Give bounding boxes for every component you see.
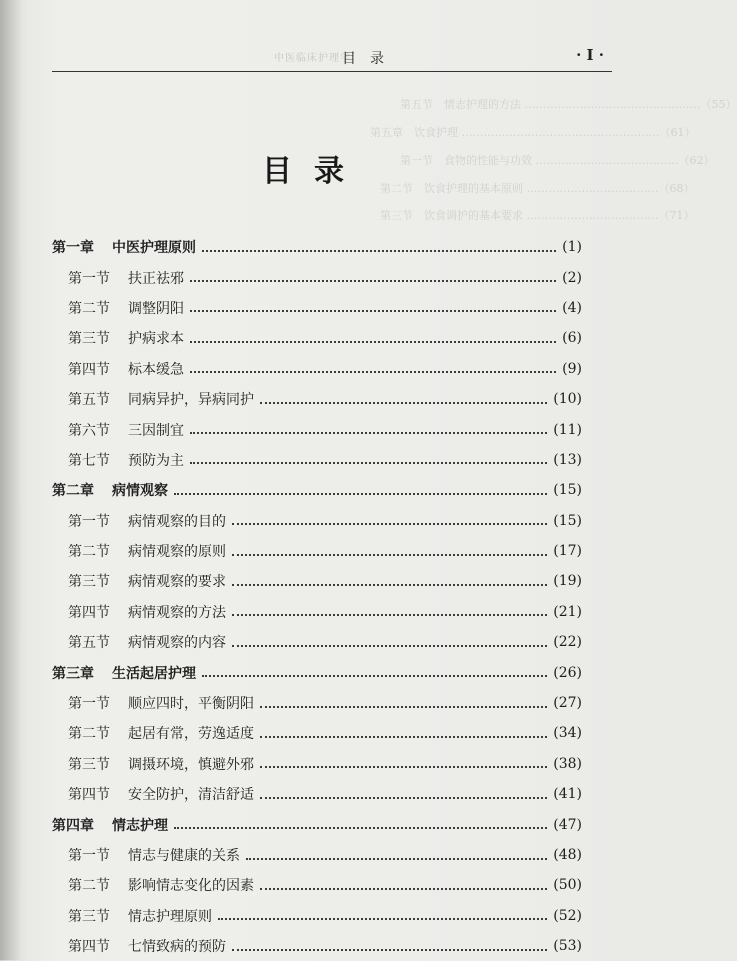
section-title: 安全防护，清洁舒适 xyxy=(128,787,254,804)
toc-chapter-row xyxy=(52,657,582,687)
page-reference: (19) xyxy=(553,573,582,590)
page-reference: (6) xyxy=(562,330,582,347)
toc-section-row xyxy=(52,293,582,323)
toc-section-row xyxy=(52,323,582,353)
bleed-through-line: 第五章 饮食护理 ………………………………………………（61） xyxy=(370,126,696,139)
chapter-title: 生活起居护理 xyxy=(112,665,196,682)
toc-section-row xyxy=(52,779,582,809)
dot-leader xyxy=(174,826,547,829)
section-number: 第四节 xyxy=(68,939,110,956)
chapter-number: 第四章 xyxy=(52,817,94,834)
dot-leader xyxy=(190,370,556,373)
page-title: 目录 xyxy=(262,154,366,189)
book-spine-shadow xyxy=(0,0,22,960)
toc-section-row xyxy=(52,506,582,536)
toc-section-row xyxy=(52,354,582,384)
dot-leader xyxy=(232,522,547,525)
dot-leader xyxy=(232,553,547,556)
toc-section-row xyxy=(52,749,582,779)
chapter-title: 情志护理 xyxy=(112,817,168,834)
section-title: 标本缓急 xyxy=(128,361,184,378)
section-number: 第一节 xyxy=(68,513,110,530)
toc-chapter-row xyxy=(52,232,582,262)
toc-section-row xyxy=(52,384,582,414)
page-reference: (41) xyxy=(553,786,582,803)
dot-leader xyxy=(190,431,547,434)
dot-leader xyxy=(202,674,547,677)
dot-leader xyxy=(260,796,547,799)
chapter-number: 第一章 xyxy=(52,240,94,257)
dot-leader xyxy=(202,249,556,252)
toc-section-row xyxy=(52,901,582,931)
dot-leader xyxy=(260,735,547,738)
dot-leader xyxy=(174,492,547,495)
page-reference: (38) xyxy=(553,755,582,772)
section-title: 同病异护，异病同护 xyxy=(128,392,254,409)
section-title: 病情观察的方法 xyxy=(128,604,226,621)
section-title: 病情观察的目的 xyxy=(128,513,226,530)
chapter-title: 中医护理原则 xyxy=(112,240,196,257)
dot-leader xyxy=(232,948,547,951)
section-number: 第四节 xyxy=(68,361,110,378)
page-reference: (15) xyxy=(553,512,582,529)
page-reference: (22) xyxy=(553,634,582,651)
page-reference: (26) xyxy=(553,664,582,681)
dot-leader xyxy=(190,340,556,343)
bleed-through-line: 第五节 情志护理的方法 …………………………………………（55） xyxy=(400,98,737,111)
section-number: 第二节 xyxy=(68,544,110,561)
header-title: 目录 xyxy=(342,51,398,67)
section-title: 调摄环境，慎避外邪 xyxy=(128,756,254,773)
toc-section-row xyxy=(52,414,582,444)
section-title: 起居有常，劳逸适度 xyxy=(128,726,254,743)
section-number: 第二节 xyxy=(68,300,110,317)
page-reference: (47) xyxy=(553,816,582,833)
dot-leader xyxy=(190,309,556,312)
section-title: 三因制宜 xyxy=(128,422,184,439)
header-rule xyxy=(52,71,612,72)
section-title: 病情观察的内容 xyxy=(128,635,226,652)
bleed-through-line: 第一节 食物的性能与功效 …………………………………（62） xyxy=(400,154,715,167)
section-title: 顺应四时，平衡阴阳 xyxy=(128,696,254,713)
section-number: 第三节 xyxy=(68,331,110,348)
dot-leader xyxy=(246,857,547,860)
dot-leader xyxy=(190,461,547,464)
page-reference: (17) xyxy=(553,543,582,560)
section-title: 扶正祛邪 xyxy=(128,270,184,287)
chapter-number: 第三章 xyxy=(52,665,94,682)
toc-section-row xyxy=(52,566,582,596)
section-number: 第五节 xyxy=(68,635,110,652)
dot-leader xyxy=(232,644,547,647)
section-title: 调整阴阳 xyxy=(128,300,184,317)
section-number: 第七节 xyxy=(68,452,110,469)
toc-section-row xyxy=(52,840,582,870)
page-reference: (52) xyxy=(553,907,582,924)
page-reference: (34) xyxy=(553,725,582,742)
section-title: 影响情志变化的因素 xyxy=(128,878,254,895)
section-title: 情志与健康的关系 xyxy=(128,848,240,864)
dot-leader xyxy=(190,279,556,282)
page-reference: (10) xyxy=(553,391,582,408)
page-reference: (27) xyxy=(553,695,582,712)
section-number: 第一节 xyxy=(68,848,110,864)
section-number: 第三节 xyxy=(68,756,110,773)
toc-section-row xyxy=(52,536,582,566)
toc-section-row xyxy=(52,627,582,657)
page-reference: (13) xyxy=(553,451,582,468)
toc-section-row xyxy=(52,445,582,475)
section-number: 第二节 xyxy=(68,878,110,895)
chapter-title: 病情观察 xyxy=(112,483,168,500)
toc-section-row xyxy=(52,870,582,900)
page-reference: (2) xyxy=(562,269,582,286)
section-title: 病情观察的要求 xyxy=(128,574,226,591)
bleed-through-line: 第二节 饮食护理的基本原则 ………………………………（68） xyxy=(380,182,695,195)
section-number: 第一节 xyxy=(68,270,110,287)
section-number: 第五节 xyxy=(68,392,110,409)
dot-leader xyxy=(218,917,547,920)
section-number: 第三节 xyxy=(68,574,110,591)
page-reference: (53) xyxy=(553,938,582,955)
section-number: 第二节 xyxy=(68,726,110,743)
section-number: 第一节 xyxy=(68,696,110,713)
dot-leader xyxy=(260,765,547,768)
section-title: 护病求本 xyxy=(128,331,184,348)
dot-leader xyxy=(232,613,547,616)
chapter-number: 第二章 xyxy=(52,483,94,500)
section-number: 第四节 xyxy=(68,787,110,804)
section-title: 病情观察的原则 xyxy=(128,544,226,561)
bleed-through-line: 第三节 饮食调护的基本要求 ………………………………（71） xyxy=(380,209,695,222)
dot-leader xyxy=(260,401,547,404)
page-reference: (9) xyxy=(562,360,582,377)
table-of-contents xyxy=(52,232,582,961)
bleed-through-header: 中医临床护理学 xyxy=(274,53,351,64)
dot-leader xyxy=(260,705,547,708)
toc-section-row xyxy=(52,718,582,748)
section-number: 第六节 xyxy=(68,422,110,439)
page-reference: (1) xyxy=(562,239,582,256)
toc-section-row xyxy=(52,597,582,627)
page-reference: (4) xyxy=(562,299,582,316)
dot-leader xyxy=(232,583,547,586)
running-header xyxy=(52,46,612,72)
section-number: 第四节 xyxy=(68,604,110,621)
section-number: 第三节 xyxy=(68,908,110,925)
toc-section-row xyxy=(52,931,582,961)
toc-section-row xyxy=(52,688,582,718)
page-number: · I · xyxy=(576,46,604,64)
section-title: 情志护理原则 xyxy=(128,908,212,925)
page-reference: (21) xyxy=(553,603,582,620)
page-reference: (11) xyxy=(553,421,582,438)
section-title: 预防为主 xyxy=(128,452,184,469)
toc-chapter-row xyxy=(52,475,582,505)
page-reference: (15) xyxy=(553,482,582,499)
dot-leader xyxy=(260,887,547,890)
section-title: 七情致病的预防 xyxy=(128,939,226,956)
toc-section-row xyxy=(52,262,582,292)
toc-chapter-row xyxy=(52,809,582,839)
page-reference: (48) xyxy=(553,847,582,863)
page-reference: (50) xyxy=(553,877,582,894)
